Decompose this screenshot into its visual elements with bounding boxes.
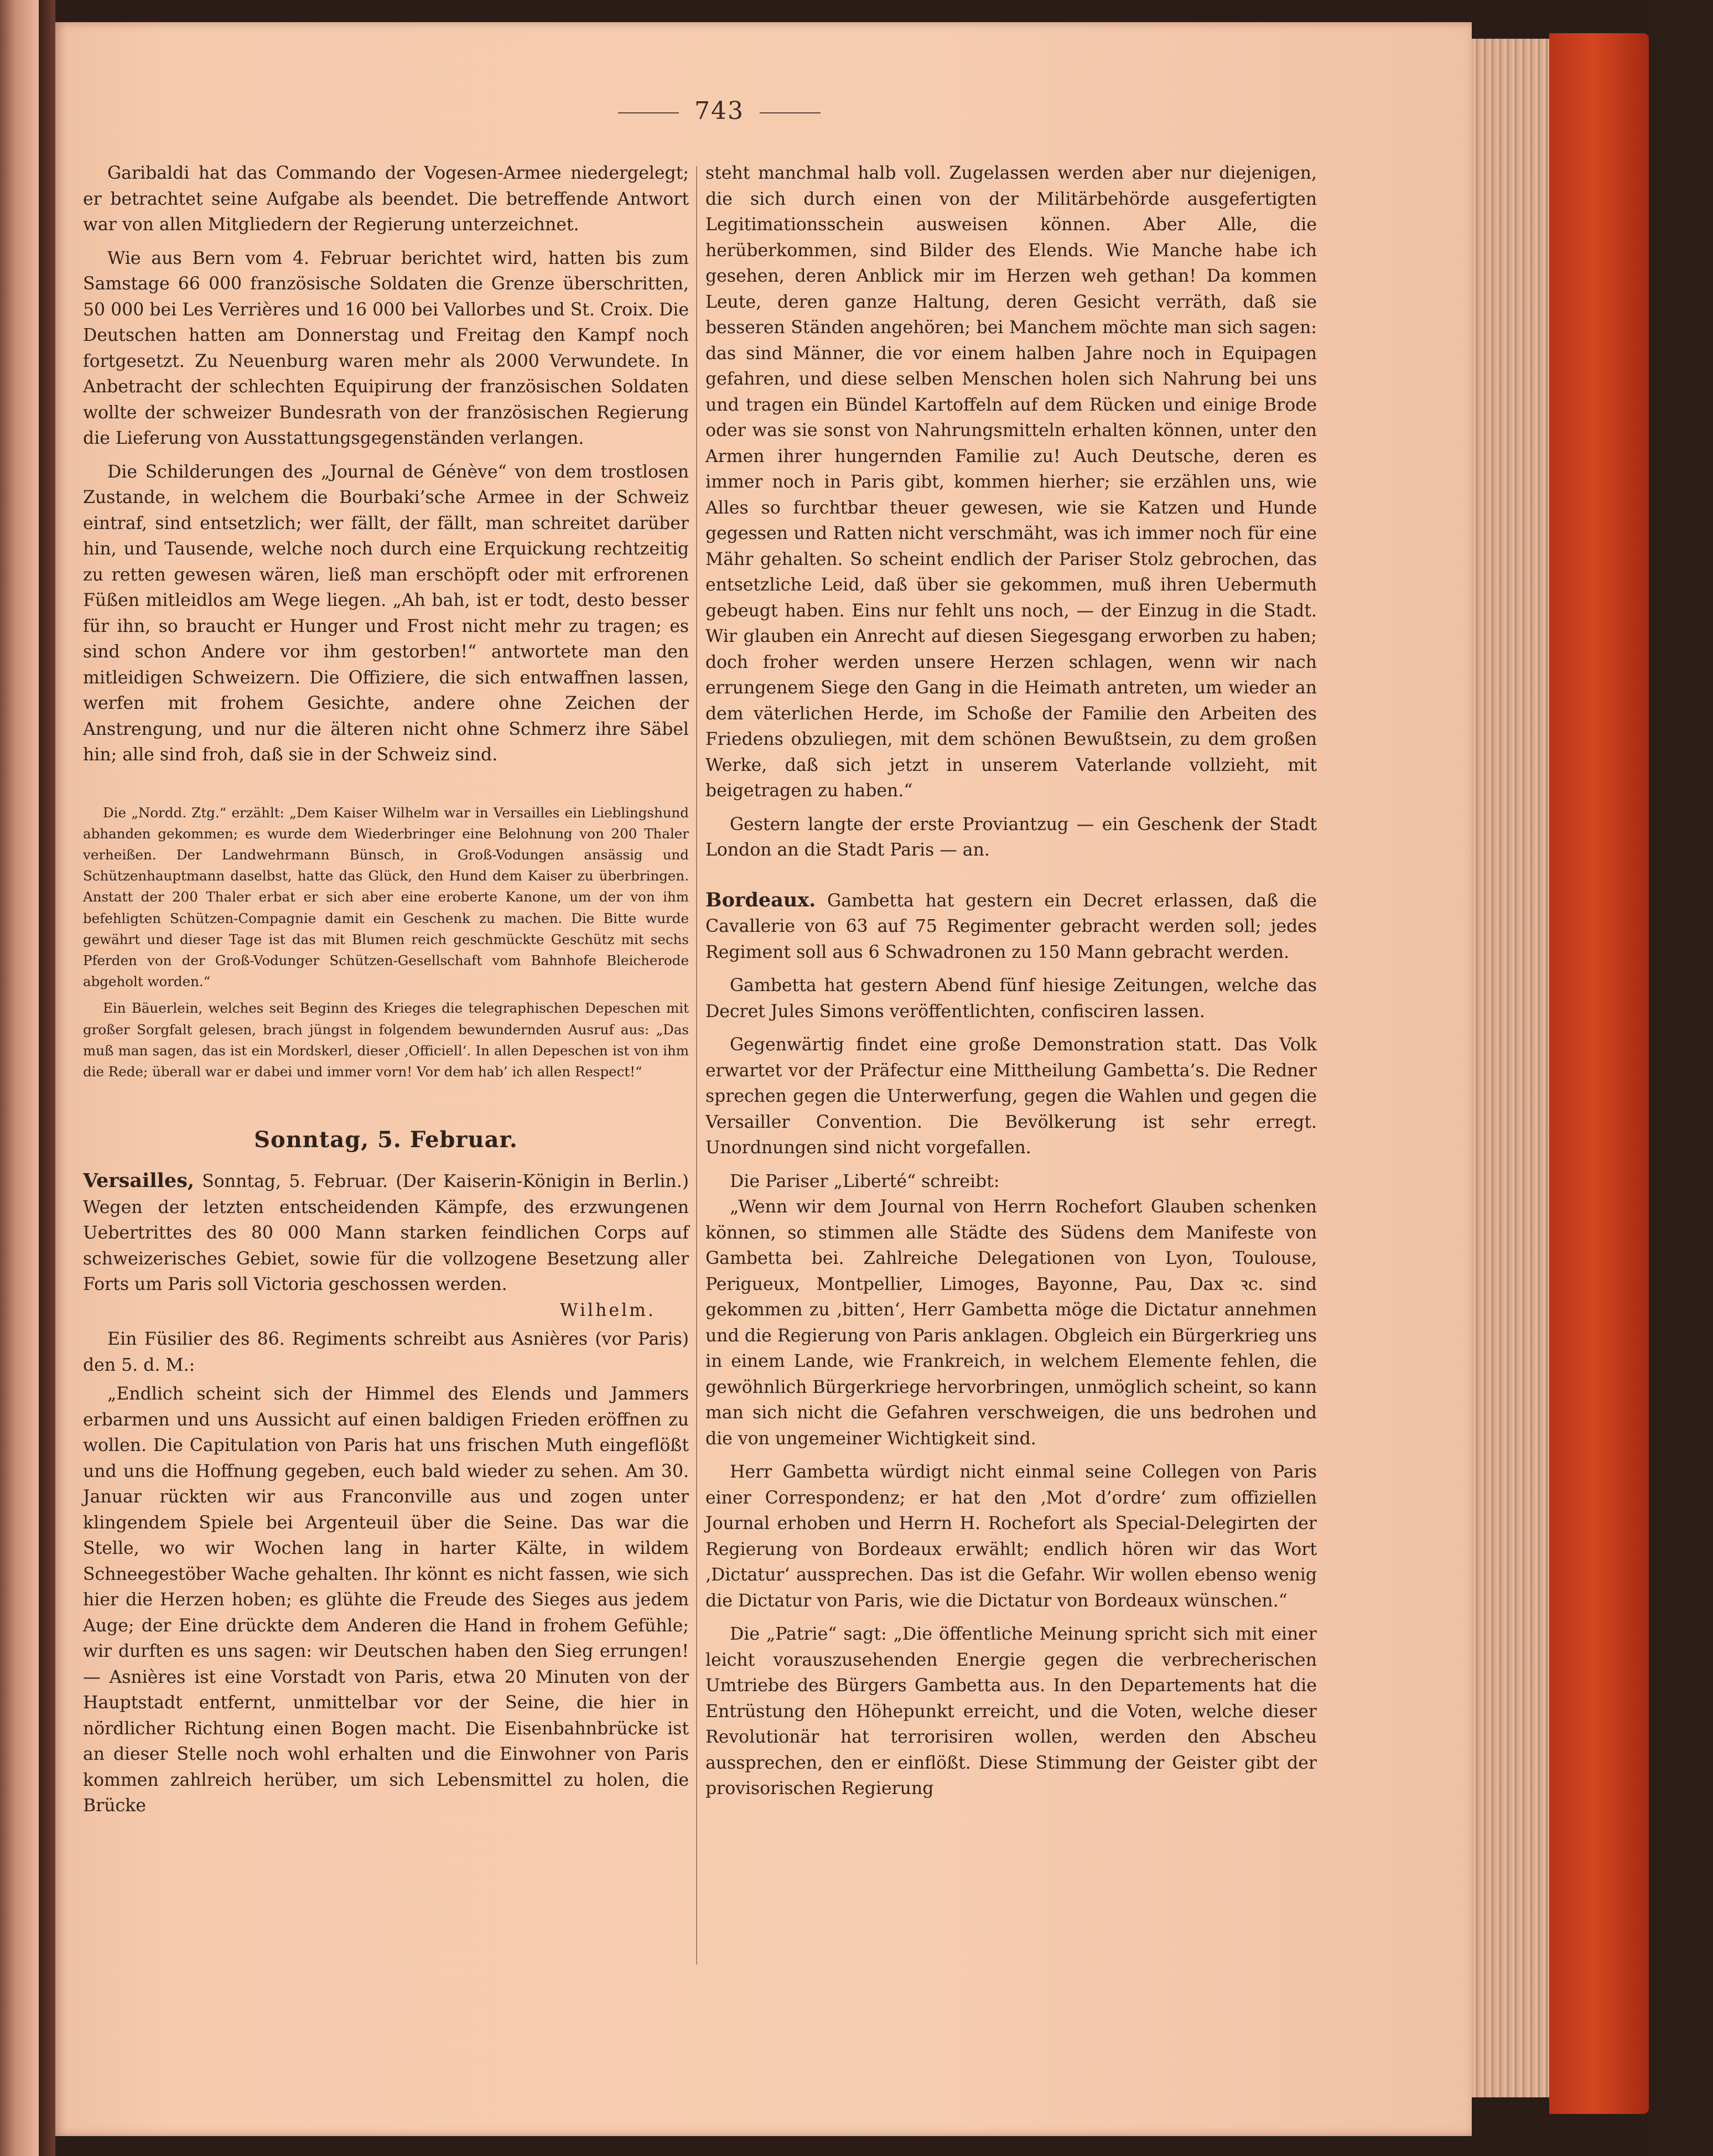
background <box>1649 0 1713 2156</box>
paragraph: „Wenn wir dem Journal von Herrn Rochefort Glauben schenken können, so stimmen alle Städte des Südens dem Manifeste von Gambetta bei. Zahlreiche Delegationen von Lyon, Toulouse, Perigueux, Montpellier, Limoges, Bayonne, Pau, Dax ꝛc. sind gekommen zu ‚bitten‘, Herr Gambetta möge die Dictatur annehmen und die Regierung von Paris anklagen. Obgleich ein Bürgerkrieg uns in einem Lande, wie Frankreich, in welchem Elemente fehlen, die gewöhnlich Bürgerkriege hervorbringen, unmöglich scheint, so kann man sich nicht die Gefahren verschweigen, die uns bedrohen und die von ungemeiner Wichtigkeit sind. <box>705 1197 1317 1449</box>
paragraph: Die Schilderungen des „Journal de Génève“ von dem trostlosen Zustande, in welchem die Bourbaki’sche Armee in der Schweiz eintraf, sind entsetzlich; wer fällt, der fällt, man schreitet darüber hin, und Tausende, welche noch durch eine Erquickung rechtzeitig zu retten gewesen wären, ließ man erschöpft oder mit erfrorenen Füßen mitleidlos am Wege liegen. „Ah bah, ist er todt, desto besser für ihn, so braucht er Hunger und Frost nicht mehr zu tragen; es sind schon Andere vor ihm gestorben!“ antwortete man den mitleidigen Schweizern. Die Offiziere, die sich entwaffnen lassen, werfen mit frohem Gesichte, andere ohne Zeichen der Anstrengung, und nur die älteren nicht ohne Schmerz ihre Säbel hin; alle sind froh, daß sie in der Schweiz sind. <box>83 462 689 765</box>
paragraph-text: Sonntag, 5. Februar. (Der Kaiserin-Königin in Berlin.) Wegen der letzten entscheidenden Kämpfe, des erzwungenen Uebertrittes des 80 000 Mann starken feindlichen Corps auf schweizerisches Gebiet, sowie für die vollzogene Besetzung aller Forts um Paris soll Victoria geschossen werden. <box>83 1172 689 1295</box>
paragraph: Die „Patrie“ sagt: „Die öffentliche Meinung spricht sich mit einer leicht vorauszusehenden Energie gegen die verbrecherischen Umtriebe des Bürgers Gambetta aus. In den Departements hat die Entrüstung den Höhepunkt erreicht, und die Voten, welche dieser Revolutionär hat terrorisiren wollen, werden den Abscheu aussprechen, den er einflößt. Diese Stimmung der Geister gibt der provisorischen Regierung <box>705 1624 1317 1799</box>
place-lead: Versailles, <box>83 1169 195 1193</box>
book-gutter <box>39 0 55 2156</box>
paragraph: Garibaldi hat das Commando der Vogesen-Armee niedergelegt; er betrachtet seine Aufgabe als beendet. Die betreffende Antwort war von allen Mitgliedern der Regierung unterzeichnet. <box>83 163 689 235</box>
note-paragraph: Die „Nordd. Ztg.“ erzählt: „Dem Kaiser Wilhelm war in Versailles ein Lieblingshund abhanden gekommen; es wurde dem Wiederbringer eine Belohnung von 200 Thaler verheißen. Der Landwehrmann Bünsch, in Groß-Vodungen ansässig und Schützenhauptmann daselbst, hatte das Glück, den Hund dem Kaiser zu überbringen. Anstatt der 200 Thaler erbat er sich aber eine eroberte Kanone, um der von ihm befehligten Schützen-Compagnie damit ein Geschenk zu machen. Die Bitte wurde gewährt und dieser Tage ist das mit Blumen reich geschmückte Geschütz mit sechs Pferden von der Groß-Vodunger Schützen-Gesellschaft vom Bahnhofe Bleicherode abgeholt worden.“ <box>83 804 689 990</box>
paragraph <box>83 1168 689 1298</box>
page-number: 743 <box>564 97 874 125</box>
note-paragraph: Ein Bäuerlein, welches seit Beginn des Krieges die telegraphischen Depeschen mit großer Sorgfalt gelesen, brach jüngst in folgendem bewundernden Ausruf aus: „Das muß man sagen, das ist ein Mordskerl, dieser ‚Officiell‘. In allen Depeschen ist von ihm die Rede; überall war er dabei und immer vorn! Vor dem hab’ ich allen Respect!“ <box>83 1000 689 1080</box>
paragraph: Die Pariser „Liberté“ schreibt: <box>730 1171 1000 1191</box>
paragraph <box>705 888 1317 966</box>
page-edges <box>1472 39 1549 2097</box>
book-cover-edge <box>1549 33 1649 2114</box>
paragraph-text: Gambetta hat gestern ein Decret erlassen, daß die Cavallerie von 63 auf 75 Regimenter gebracht werden soll; jedes Regiment soll aus 6 Schwadronen zu 150 Mann gebracht werden. <box>705 890 1317 962</box>
paragraph: Herr Gambetta würdigt nicht einmal seine Collegen von Paris einer Correspondenz; er hat den ‚Mot d’ordre‘ zum offiziellen Journal erhoben und Herrn H. Rochefort als Special-Delegirten der Regierung von Bordeaux erwählt; endlich hören wir das Wort ‚Dictatur‘ aussprechen. Das ist die Gefahr. Wir wollen ebenso wenig die Dictatur von Paris, wie die Dictatur von Bordeaux wünschen.“ <box>705 1462 1317 1611</box>
paragraph: Ein Füsilier des 86. Regiments schreibt aus Asnières (vor Paris) den 5. d. M.: <box>83 1329 689 1375</box>
left-column <box>83 160 689 1819</box>
section-heading: Sonntag, 5. Februar. <box>254 1127 518 1153</box>
column-divider <box>696 166 697 1965</box>
paragraph: „Endlich scheint sich der Himmel des Elends und Jammers erbarmen und uns Aussicht auf einen baldigen Frieden eröffnen zu wollen. Die Capitulation von Paris hat uns frischen Muth eingeflößt und uns die Hoffnung gegeben, euch bald wieder zu sehen. Am 30. Januar rückten wir aus Franconville aus und zogen unter klingendem Spiele bei Argenteuil über die Seine. Das war die Stelle, wo wir Wochen lang in harter Kälte, in wildem Schneegestöber Wache gehalten. Ihr könnt es nicht fassen, wie sich hier die Herzen hoben; es glühte die Freude des Sieges aus jedem Auge; der Eine drückte dem Anderen die Hand in frohem Gefühle; wir durften es uns sagen: wir Deutschen haben den Sieg errungen! — Asnières ist eine Vorstadt von Paris, etwa 20 Minuten von der Hauptstadt entfernt, unmittelbar vor der Seine, die hier in nördlicher Richtung einen Bogen macht. Die Eisenbahnbrücke ist an dieser Stelle noch wohl erhalten und die Einwohner von Paris kommen zahlreich herüber, um sich Lebensmittel zu holen, die Brücke <box>83 1384 689 1816</box>
previous-page-edge <box>0 0 39 2156</box>
signature: Wilhelm. <box>560 1300 656 1320</box>
right-column <box>705 160 1317 1802</box>
paragraph: Gambetta hat gestern Abend fünf hiesige Zeitungen, welche das Decret Jules Simons veröffentlichten, confisciren lassen. <box>705 976 1317 1022</box>
paragraph: Gegenwärtig findet eine große Demonstration statt. Das Volk erwartet vor der Präfectur eine Mittheilung Gambetta’s. Die Redner sprechen gegen die Unterwerfung, gegen die Wahlen und gegen die Versailler Convention. Die Bevölkerung ist sehr erregt. Unordnungen sind nicht vorgefallen. <box>705 1035 1317 1158</box>
place-lead: Bordeaux. <box>705 888 816 911</box>
paragraph: Gestern langte der erste Proviantzug — ein Geschenk der Stadt London an die Stadt Paris — an. <box>705 814 1317 860</box>
paragraph: steht manchmal halb voll. Zugelassen werden aber nur diejenigen, die sich durch einen von der Militärbehörde ausgefertigten Legitimationsschein ausweisen können. Aber Alle, die herüberkommen, sind Bilder des Elends. Wie Manche habe ich gesehen, deren Anblick mir im Herzen weh gethan! Da kommen Leute, deren ganze Haltung, deren Gesicht verräth, daß sie besseren Ständen angehören; bei Manchem möchte man sich sagen: das sind Männer, die vor einem halben Jahre noch in Equipagen gefahren, und diese selben Menschen holen sich Nahrung bei uns und tragen ein Bündel Kartoffeln auf dem Rücken und einige Brode oder was sie sonst von Nahrungsmitteln erhalten können, unter den Armen ihrer hungernden Familie zu! Auch Deutsche, deren es immer noch in Paris gibt, kommen hierher; sie erzählen uns, wie Alles so furchtbar theuer gewesen, wie sie Katzen und Hunde gegessen und Ratten nicht verschmäht, was ich immer noch für eine Mähr gehalten. So scheint endlich der Pariser Stolz gebrochen, das entsetzliche Leid, daß über sie gekommen, muß ihren Uebermuth gebeugt haben. Eins nur fehlt uns noch, — der Einzug in die Stadt. Wir glauben ein Anrecht auf diesen Siegesgang erworben zu haben; doch froher werden unsere Herzen schlagen, wenn wir nach errungenem Siege den Gang in die Heimath antreten, um wieder an dem väterlichen Herde, im Schoße der Familie den Arbeiten des Friedens obzuliegen, mit dem schönen Bewußtsein, zu dem großen Werke, daß sich jetzt in unserem Vaterlande vollzieht, mit beigetragen zu haben.“ <box>705 163 1317 801</box>
paragraph: Wie aus Bern vom 4. Februar berichtet wird, hatten bis zum Samstage 66 000 französische Soldaten die Grenze überschritten, 50 000 bei Les Verrières und 16 000 bei Vallorbes und St. Croix. Die Deutschen hatten am Donnerstag und Freitag den Kampf noch fortgesetzt. Zu Neuenburg waren mehr als 2000 Verwundete. In Anbetracht der schlechten Equipirung der französischen Soldaten wollte der schweizer Bundesrath von der französischen Regierung die Lieferung von Ausstattungsgegenständen verlangen. <box>83 248 689 448</box>
